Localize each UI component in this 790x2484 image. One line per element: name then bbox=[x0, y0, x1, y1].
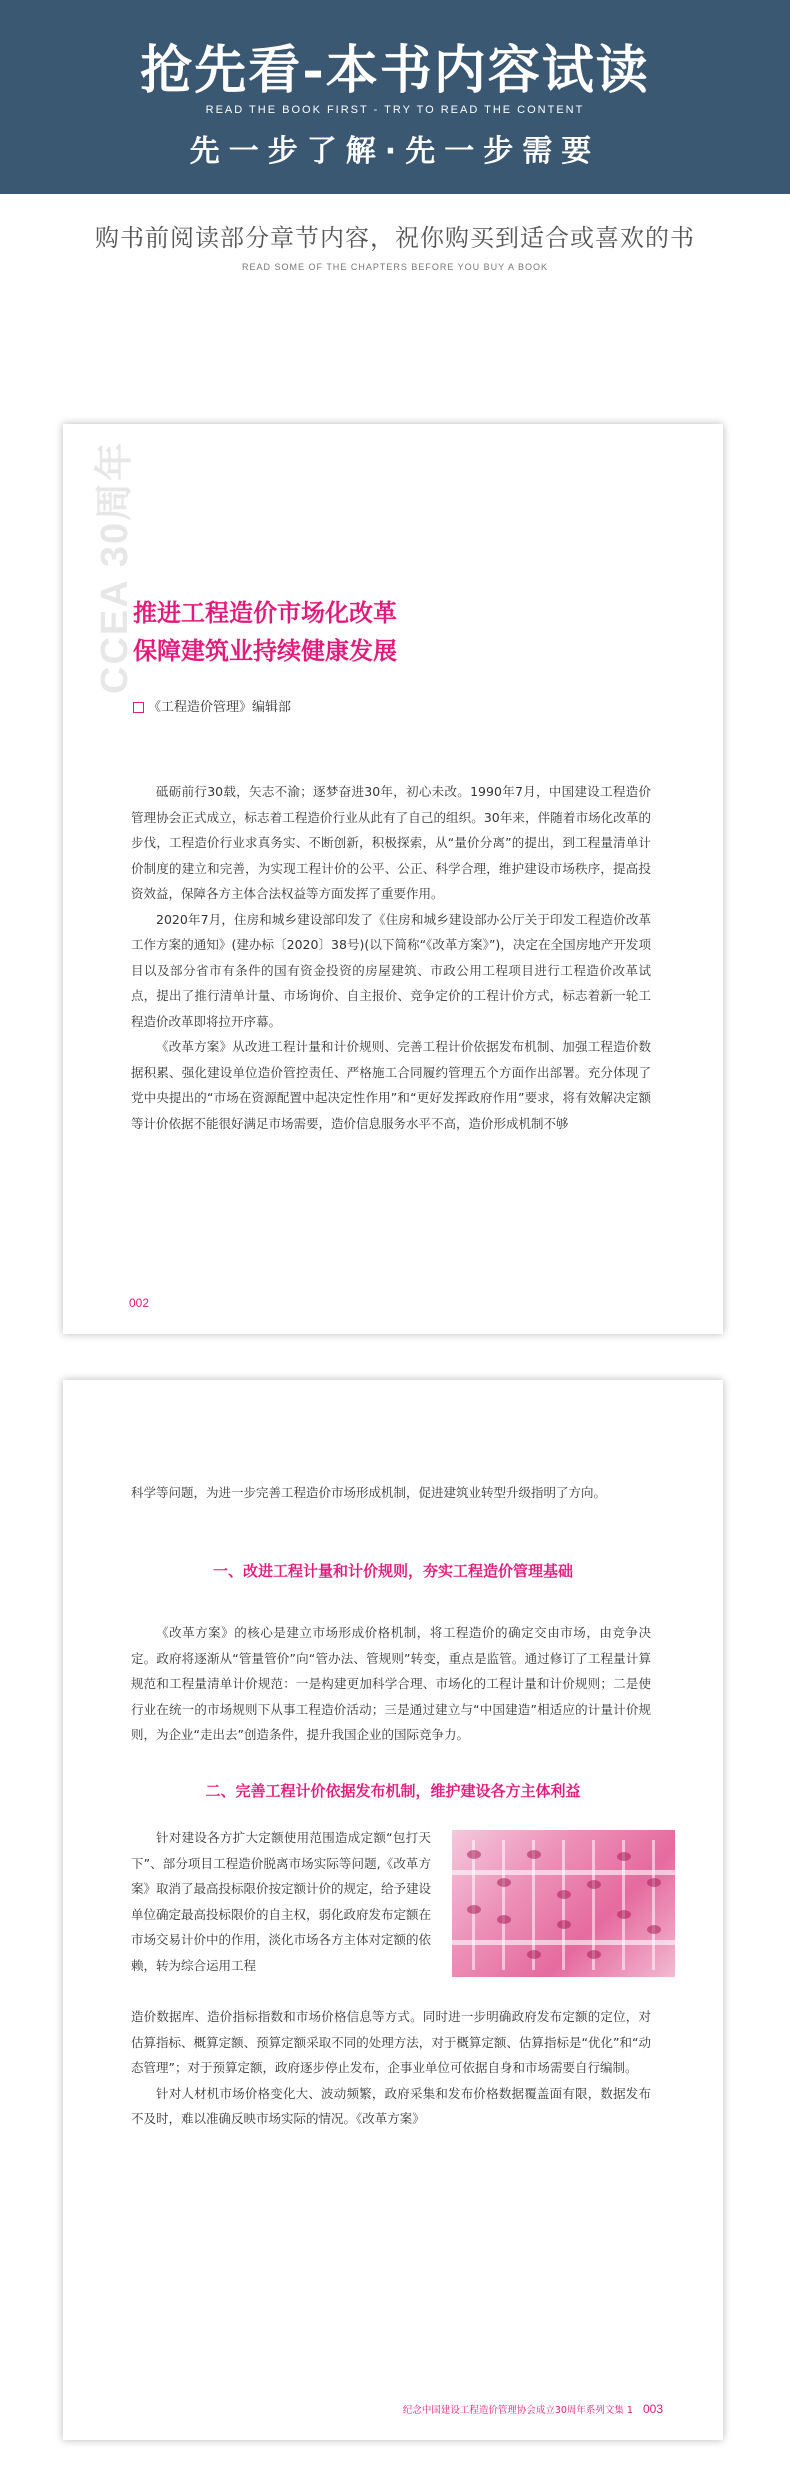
paragraph: 造价数据库、造价指标指数和市场价格信息等方式。同时进一步明确政府发布定额的定位，对估算指标、概算定额、预算定额采取不同的处理方法，对于概算定额、估算指标是“优化”和“动态管理”；对于预算定额，政府逐步停止发布，企事业单位可依据自身和市场需要自行编制。 bbox=[131, 2009, 651, 2075]
section2-wrapped-text bbox=[131, 1825, 431, 1978]
top-banner bbox=[0, 0, 790, 194]
page-number: 002 bbox=[129, 1296, 150, 1310]
paragraph: 针对人材机市场价格变化大、波动频繁，政府采集和发布价格数据覆盖面有限，数据发布不及时，难以准确反映市场实际的情况。《改革方案》 bbox=[131, 2085, 651, 2126]
paragraph: 科学等问题，为进一步完善工程造价市场形成机制，促进建筑业转型升级指明了方向。 bbox=[131, 1485, 607, 1500]
section2-body bbox=[131, 2004, 651, 2132]
page2-top-text bbox=[131, 1480, 651, 1506]
author-line bbox=[133, 696, 291, 715]
paragraph: 2020年7月，住房和城乡建设部印发了《住房和城乡建设部办公厅关于印发工程造价改革工作方案的通知》(建办标〔2020〕38号)(以下简称“《改革方案》”)，决定在全国房地产开发项目以及部分省市有条件的国有资金投资的房屋建筑、市政公用工程项目进行工程造价改革试点，提出了推行清单计量、市场询价、自主报价、竞争定价的工程计价方式，标志着新一轮工程造价改革即将拉开序幕。 bbox=[131, 911, 651, 1029]
paragraph: 《改革方案》的核心是建立市场形成价格机制，将工程造价的确定交由市场，由竞争决定。政府将逐渐从“管量管价”向“管办法、管规则”转变，重点是监管。通过修订了工程量计算规范和工程量清单计价规范：一是构建更加科学合理、市场化的工程计量和计价规则；二是使行业在统一的市场规则下从事工程造价活动；三是通过建立与“中国建造”相适应的计量计价规则，为企业“走出去”创造条件，提升我国企业的国际竞争力。 bbox=[131, 1625, 651, 1742]
footer-series-text: 纪念中国建设工程造价管理协会成立30周年系列文集 1 bbox=[402, 2405, 633, 2416]
book-page-1 bbox=[63, 424, 723, 1334]
article-title-line1: 推进工程造价市场化改革 bbox=[133, 598, 397, 627]
paragraph: 针对建设各方扩大定额使用范围造成定额“包打天下”、部分项目工程造价脱离市场实际等问题,《改革方案》取消了最高投标限价按定额计价的规定，给予建设单位确定最高投标限价的自主权，弱化政府发布定额在市场交易计价中的作用，淡化市场各方主体对定额的依赖，转为综合运用工程 bbox=[131, 1830, 432, 1973]
section1-body bbox=[131, 1620, 651, 1748]
page-number: 003 bbox=[642, 2402, 663, 2416]
banner-slogan: 先一步了解·先一步需要 bbox=[189, 134, 601, 169]
intro-cn: 购书前阅读部分章节内容，祝你购买到适合或喜欢的书 bbox=[95, 224, 695, 252]
square-bullet-icon bbox=[133, 702, 144, 713]
author-name: 《工程造价管理》编辑部 bbox=[148, 700, 292, 715]
article-title-line2: 保障建筑业持续健康发展 bbox=[133, 636, 397, 665]
intro-en: READ SOME OF THE CHAPTERS BEFORE YOU BUY A BOOK bbox=[241, 262, 549, 272]
banner-title: 抢先看-本书内容试读 bbox=[140, 40, 650, 101]
paragraph: 《改革方案》从改进工程计量和计价规则、完善工程计价依据发布机制、加强工程造价数据积累、强化建设单位造价管控责任、严格施工合同履约管理五个方面作出部署。充分体现了党中央提出的“市场在资源配置中起决定性作用”和“更好发挥政府作用”要求，将有效解决定额等计价依据不能很好满足市场需要，造价信息服务水平不高，造价形成机制不够 bbox=[131, 1039, 651, 1131]
section-heading-2: 二、完善工程计价依据发布机制，维护建设各方主体利益 bbox=[205, 1782, 581, 1800]
page1-body bbox=[131, 779, 651, 1136]
paragraph: 砥砺前行30载，矢志不渝；逐梦奋进30年，初心未改。1990年7月，中国建设工程造价管理协会正式成立，标志着工程造价行业从此有了自己的组织。30年来，伴随着市场化改革的步伐，工程造价行业求真务实、不断创新，积极探索，从“量价分离”的提出，到工程量清单计价制度的建立和完善，为实现工程计价的公平、公正、科学合理，维护建设市场秩序，提高投资效益，保障各方主体合法权益等方面发挥了重要作用。 bbox=[131, 784, 651, 901]
vertical-logo: CCEA 30周年 bbox=[94, 440, 136, 694]
page-footer bbox=[403, 2402, 663, 2416]
book-page-2 bbox=[63, 1380, 723, 2440]
section-heading-1: 一、改进工程计量和计价规则，夯实工程造价管理基础 bbox=[212, 1562, 573, 1580]
article-title bbox=[133, 594, 397, 670]
banner-subtitle-en: READ THE BOOK FIRST - TRY TO READ THE CONTENT bbox=[205, 104, 585, 116]
abacus-image bbox=[452, 1830, 675, 1977]
